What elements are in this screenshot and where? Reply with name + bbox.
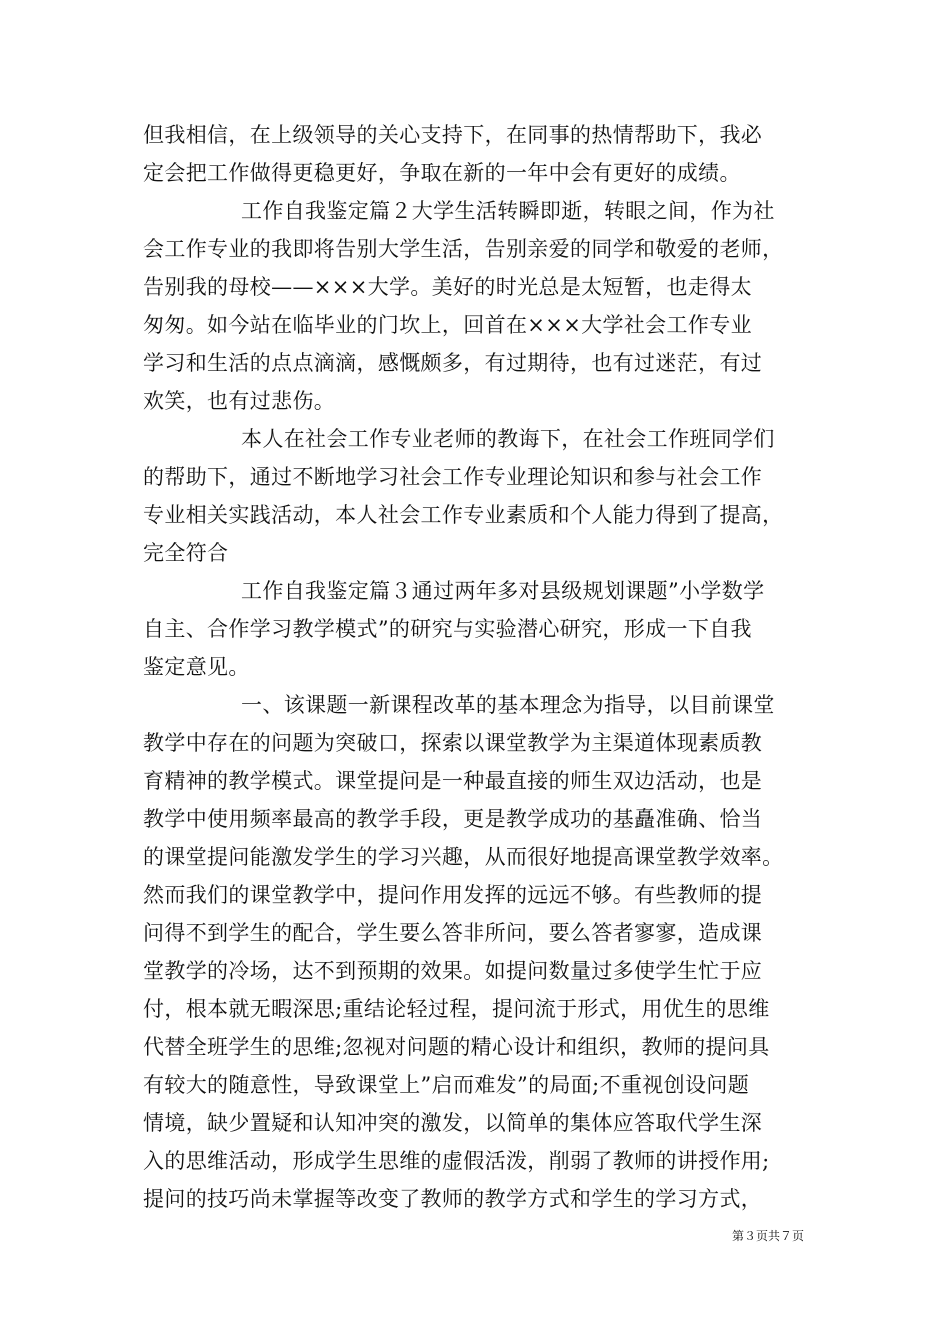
text-line: 匆匆。如今站在临毕业的门坎上，回首在×××大学社会工作专业 — [143, 313, 752, 337]
text-line: 但我相信，在上级领导的关心支持下，在同事的热情帮助下，我必 — [143, 123, 763, 147]
text-line: 一、该课题一新课程改革的基本理念为指导，以目前课堂 — [241, 693, 775, 717]
text-line: 堂教学的冷场，达不到预期的效果。如提问数量过多使学生忙于应 — [143, 959, 763, 983]
text-line: 学习和生活的点点滴滴，感慨颇多，有过期待，也有过迷茫，有过 — [143, 351, 763, 375]
text-line: 育精神的教学模式。课堂提问是一种最直接的师生双边活动，也是 — [143, 769, 763, 793]
text-line: 工作自我鉴定篇２大学生活转瞬即逝，转眼之间，作为社 — [241, 199, 775, 223]
page-number: 第３页共７页 — [731, 1229, 804, 1243]
text-line: 的帮助下，通过不断地学习社会工作专业理论知识和参与社会工作 — [143, 465, 763, 489]
text-line: 专业相关实践活动，本人社会工作专业素质和个人能力得到了提高， — [143, 503, 784, 527]
body-text — [143, 116, 808, 1218]
text-line: 付，根本就无暇深思;重结论轻过程，提问流于形式，用优生的思维 — [143, 997, 770, 1021]
text-line: 教学中存在的问题为突破口，探索以课堂教学为主渠道体现素质教 — [143, 731, 763, 755]
text-line: 自主、合作学习教学模式”的研究与实验潜心研究，形成一下自我 — [143, 617, 752, 641]
text-line: 教学中使用频率最高的教学手段，更是教学成功的基矗准确、恰当 — [143, 807, 763, 831]
text-line: 有较大的随意性，导致课堂上”启而难发”的局面;不重视创设问题 — [143, 1073, 750, 1097]
text-line: 欢笑，也有过悲伤。 — [143, 389, 336, 413]
text-line: 会工作专业的我即将告别大学生活，告别亲爱的同学和敬爱的老师， — [143, 237, 784, 261]
text-line: 工作自我鉴定篇３通过两年多对县级规划课题”小学数学 — [241, 579, 765, 603]
text-line: 本人在社会工作专业老师的教诲下，在社会工作班同学们 — [241, 427, 775, 451]
text-line: 定会把工作做得更稳更好，争取在新的一年中会有更好的成绩。 — [143, 161, 741, 185]
text-line: 代替全班学生的思维;忽视对问题的精心设计和组织，教师的提问具 — [143, 1035, 770, 1059]
text-line: 告别我的母校——×××大学。美好的时光总是太短暂，也走得太 — [143, 275, 752, 299]
text-line: 情境，缺少置疑和认知冲突的激发，以简单的集体应答取代学生深 — [143, 1111, 763, 1135]
text-line: 的课堂提问能激发学生的学习兴趣，从而很好地提高课堂教学效率。 — [143, 845, 784, 869]
text-line: 然而我们的课堂教学中，提问作用发挥的远远不够。有些教师的提 — [143, 883, 763, 907]
text-line: 问得不到学生的配合，学生要么答非所问，要么答者寥寥，造成课 — [143, 921, 763, 945]
text-line: 鉴定意见。 — [143, 655, 250, 679]
text-line: 完全符合 — [143, 541, 229, 565]
text-line: 入的思维活动，形成学生思维的虚假活泼，削弱了教师的讲授作用; — [143, 1149, 770, 1173]
text-line: 提问的技巧尚未掌握等改变了教师的教学方式和学生的学习方式， — [143, 1187, 763, 1211]
